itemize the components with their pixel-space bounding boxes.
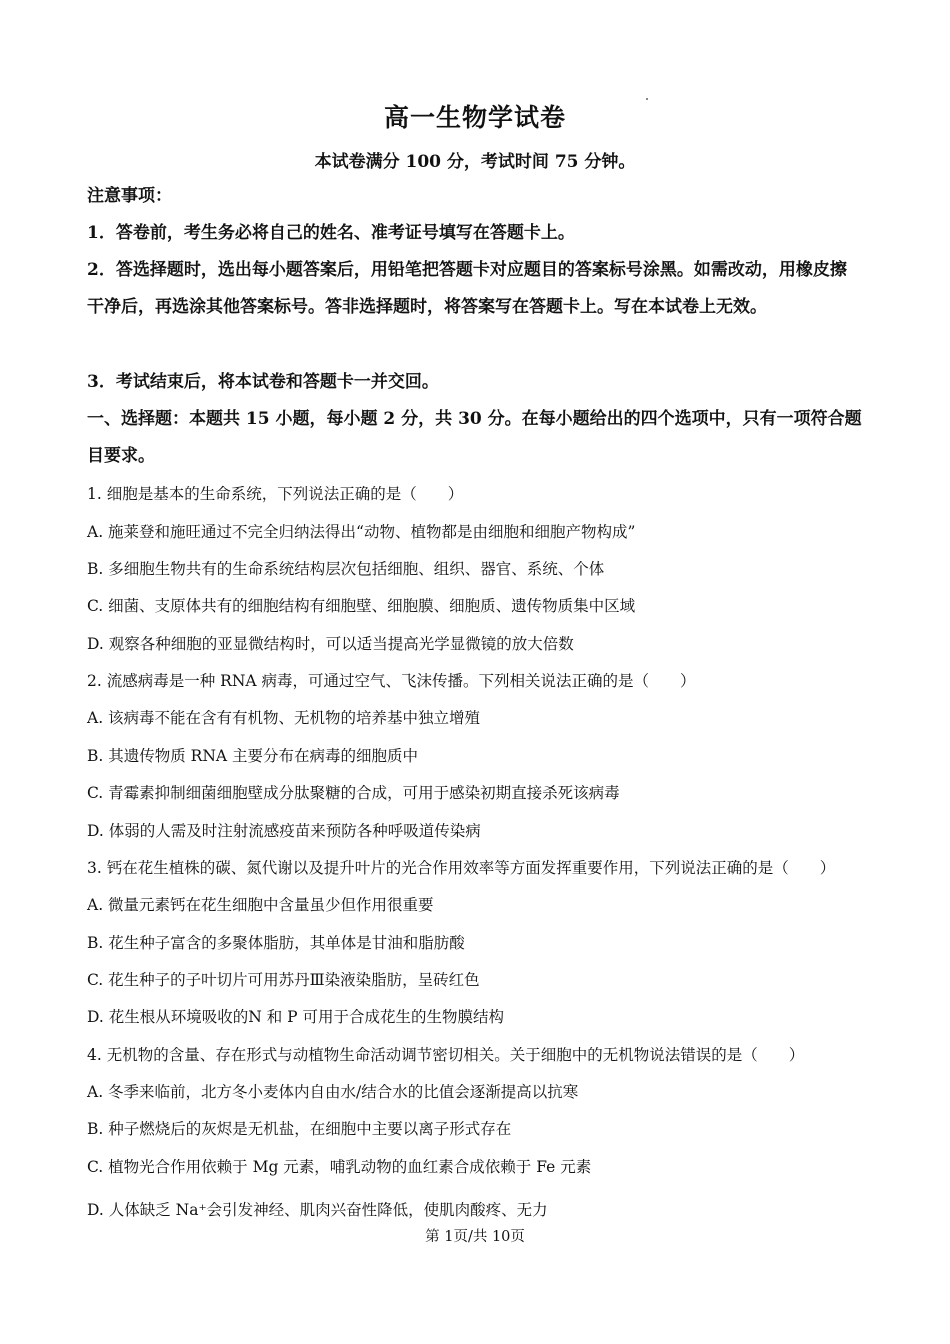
notice-heading: 注意事项： bbox=[87, 186, 172, 206]
question-4-option-c: C. 植物光合作用依赖于 Mg 元素，哺乳动物的血红素合成依赖于 Fe 元素 bbox=[87, 1158, 592, 1176]
question-2-option-b: B. 其遗传物质 RNA 主要分布在病毒的细胞质中 bbox=[87, 747, 419, 765]
question-1-option-c: C. 细菌、支原体共有的细胞结构有细胞壁、细胞膜、细胞质、遗传物质集中区域 bbox=[87, 597, 636, 615]
question-4-stem: 4. 无机物的含量、存在形式与动植物生命活动调节密切相关。关于细胞中的无机物说法错误的是（ ） bbox=[87, 1046, 805, 1064]
notice-item-1: 1．答卷前，考生务必将自己的姓名、准考证号填写在答题卡上。 bbox=[87, 223, 575, 243]
question-1-option-d: D. 观察各种细胞的亚显微结构时，可以适当提高光学显微镜的放大倍数 bbox=[87, 635, 574, 653]
question-2-stem: 2. 流感病毒是一种 RNA 病毒，可通过空气、飞沫传播。下列相关说法正确的是（ ） bbox=[87, 672, 696, 690]
question-2-option-c: C. 青霉素抑制细菌细胞壁成分肽聚糖的合成，可用于感染初期直接杀死该病毒 bbox=[87, 784, 620, 802]
question-4-option-b: B. 种子燃烧后的灰烬是无机盐，在细胞中主要以离子形式存在 bbox=[87, 1120, 512, 1138]
question-3-option-b: B. 花生种子富含的多聚体脂肪，其单体是甘油和脂肪酸 bbox=[87, 934, 465, 952]
question-1-option-a: A. 施莱登和施旺通过不完全归纳法得出“动物、植物都是由细胞和细胞产物构成” bbox=[87, 523, 636, 541]
question-3-option-a: A. 微量元素钙在花生细胞中含量虽少但作用很重要 bbox=[87, 896, 434, 914]
notice-item-2: 2．答选择题时，选出每小题答案后，用铅笔把答题卡对应题目的答案标号涂黑。如需改动，用橡皮擦干净后，再选涂其他答案标号。答非选择题时，将答案写在答题卡上。写在本试卷上无效。 bbox=[87, 260, 847, 317]
question-1-stem: 1. 细胞是基本的生命系统，下列说法正确的是（ ） bbox=[87, 485, 464, 503]
question-2-option-a: A. 该病毒不能在含有有机物、无机物的培养基中独立增殖 bbox=[87, 709, 481, 727]
question-2-option-d: D. 体弱的人需及时注射流感疫苗来预防各种呼吸道传染病 bbox=[87, 822, 481, 840]
question-3-option-c: C. 花生种子的子叶切片可用苏丹Ⅲ染液染脂肪，呈砖红色 bbox=[87, 971, 480, 989]
page-title: 高一生物学试卷 bbox=[383, 103, 566, 132]
page-footer: 第 1页/共 10页 bbox=[425, 1229, 525, 1245]
question-4-option-d: D. 人体缺乏 Na⁺会引发神经、肌肉兴奋性降低，使肌肉酸疼、无力 bbox=[87, 1201, 548, 1219]
exam-subtitle: 本试卷满分 100 分，考试时间 75 分钟。 bbox=[314, 152, 636, 172]
question-3-option-d: D. 花生根从环境吸收的N 和 P 可用于合成花生的生物膜结构 bbox=[87, 1008, 505, 1026]
question-3-stem: 3. 钙在花生植株的碳、氮代谢以及提升叶片的光合作用效率等方面发挥重要作用，下列说法正确的是（ ） bbox=[87, 859, 836, 877]
question-1-option-b: B. 多细胞生物共有的生命系统结构层次包括细胞、组织、器官、系统、个体 bbox=[87, 560, 605, 578]
question-4-option-a: A. 冬季来临前，北方冬小麦体内自由水/结合水的比值会逐渐提高以抗寒 bbox=[87, 1083, 579, 1101]
section-heading: 一、选择题：本题共 15 小题，每小题 2 分，共 30 分。在每小题给出的四个选项中，只有一项符合题目要求。 bbox=[87, 409, 862, 466]
notice-item-3: 3．考试结束后，将本试卷和答题卡一并交回。 bbox=[87, 372, 439, 392]
